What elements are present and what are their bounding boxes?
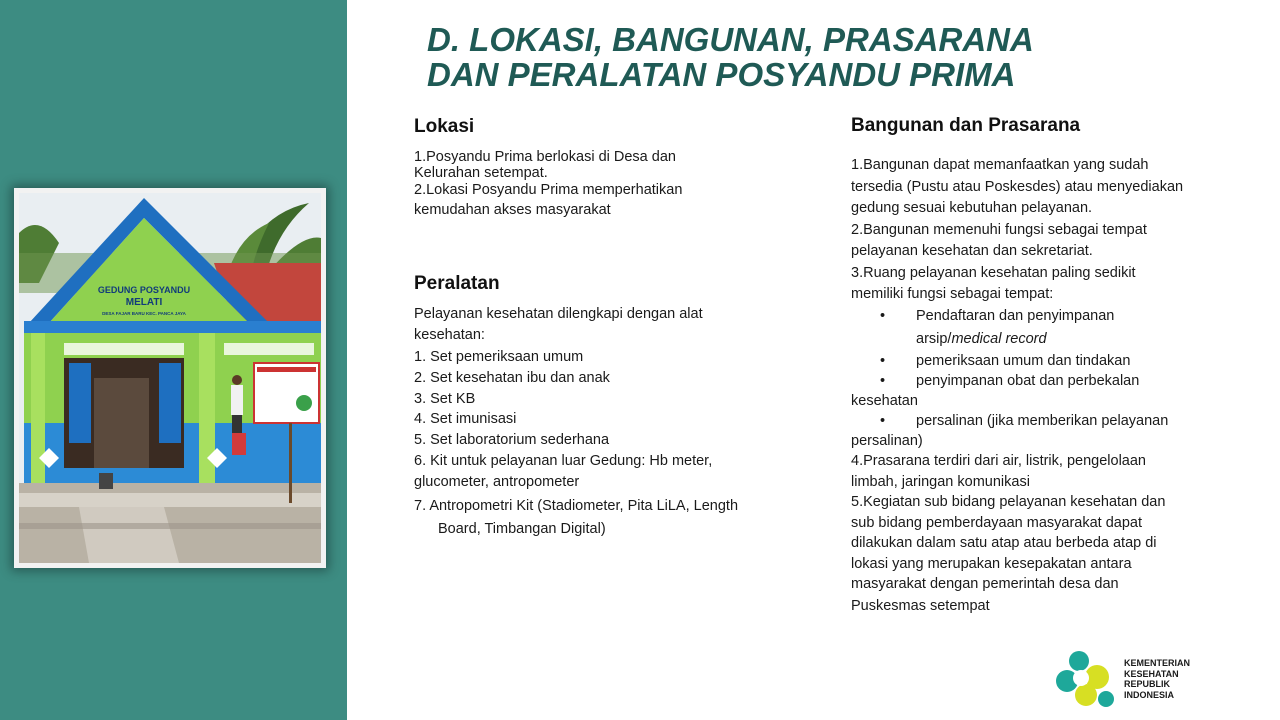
bangunan-bullet-4 [851,411,1183,431]
page-title-line2: DAN PERALATAN POSYANDU PRIMA [427,56,1016,93]
peralatan-list [414,347,738,541]
lokasi-line-4: kemudahan akses masyarakat [414,202,611,218]
lokasi-line-1: 1.Posyandu Prima berlokasi di Desa dan [414,149,676,165]
posyandu-photo [14,188,326,568]
peralatan-intro-line1: Pelayanan kesehatan dilengkapi dengan alat [414,306,703,322]
peralatan-item-1: 1. Set pemeriksaan umum [414,349,584,365]
bangunan-bullet-4-text: persalinan (jika memberikan pelayanan [916,413,1169,429]
bangunan-line-12: dilakukan dalam satu atap atau berbeda atap di [851,535,1157,551]
peralatan-heading: Peralatan [414,273,500,294]
bullet-dot: • [880,373,886,389]
bullet-dot: • [880,353,886,369]
lokasi-heading: Lokasi [414,116,475,137]
bangunan-line-11: sub bidang pemberdayaan masyarakat dapat [851,514,1142,531]
bangunan-bullet-1-arsip: arsip/ [916,331,952,347]
bangunan-bullet-1-medical-record: medical record [951,331,1047,347]
bangunan-bullet-3-cont: kesehatan [851,393,918,409]
bangunan-line-3: gedung sesuai kebutuhan pelayanan. [851,200,1093,216]
bangunan-line-14: masyarakat dengan pemerintah desa dan [851,576,1119,592]
peralatan-item-7: 7. Antropometri Kit (Stadiometer, Pita LiLA, Length [414,497,739,514]
page-title [427,22,1034,92]
bangunan-bullet-2-text: pemeriksaan umum dan tindakan [916,353,1131,369]
peralatan-item-5: 5. Set laboratorium sederhana [414,432,610,449]
bangunan-bullet-4-cont: persalinan) [851,433,923,449]
bangunan-line-10: 5.Kegiatan sub bidang pelayanan kesehatan dan [851,494,1166,510]
peralatan-item-6-cont: glucometer, antropometer [414,473,580,490]
bangunan-line-5: pelayanan kesehatan dan sekretariat. [851,243,1093,259]
bangunan-bullet-3-text: penyimpanan obat dan perbekalan [916,373,1140,389]
peralatan-intro [414,304,703,346]
bangunan-bullet-1 [851,306,1183,328]
bangunan-heading: Bangunan dan Prasarana [851,115,1081,136]
bullet-dot: • [880,413,886,429]
bangunan-line-1: 1.Bangunan dapat memanfaatkan yang sudah [851,157,1149,173]
bangunan-line-15: Puskesmas setempat [851,597,990,614]
peralatan-item-4: 4. Set imunisasi [414,411,517,428]
building-sign-line2: MELATI [125,297,163,308]
bangunan-bullet-1-text: Pendaftaran dan penyimpanan [916,307,1115,324]
peralatan-item-2: 2. Set kesehatan ibu dan anak [414,369,610,386]
bangunan-line-9: limbah, jaringan komunikasi [851,473,1030,490]
bangunan-line-6: 3.Ruang pelayanan kesehatan paling sedikit [851,264,1136,281]
logo-text-line3: REPUBLIK [1124,679,1171,689]
bangunan-line-7: memiliki fungsi sebagai tempat: [851,286,1054,302]
building-sign-line1: GEDUNG POSYANDU [97,285,191,295]
peralatan-item-7-cont: Board, Timbangan Digital) [438,520,606,537]
bangunan-line-2: tersedia (Pustu atau Poskesdes) atau menyediakan [851,178,1184,195]
peralatan-item-3: 3. Set KB [414,390,476,407]
logo-mark [1056,651,1114,707]
bangunan-line-13: lokasi yang merupakan kesepakatan antara [851,555,1132,572]
lokasi-line-2: Kelurahan setempat. [414,165,548,181]
bangunan-bullet-2 [851,351,1183,371]
roof-beam [24,321,321,333]
bangunan-line-8: 4.Prasarana terdiri dari air, listrik, pengelolaan [851,453,1146,469]
logo-text-line2: KESEHATAN [1124,668,1179,679]
logo-text-line4: INDONESIA [1124,689,1175,700]
building-sign-line3: DESA FAJAR BARU KEC. PANCA JAYA [102,311,186,316]
lokasi-text [414,149,682,218]
bangunan-text [851,155,1183,618]
logo-text-line1: KEMENTERIAN [1124,658,1191,668]
bangunan-line-4: 2.Bangunan memenuhi fungsi sebagai tempat [851,221,1147,238]
lokasi-line-3: 2.Lokasi Posyandu Prima memperhatikan [414,182,683,198]
peralatan-item-6: 6. Kit untuk pelayanan luar Gedung: Hb meter, [414,452,713,469]
page-title-line1: D. LOKASI, BANGUNAN, PRASARANA [427,21,1034,58]
bangunan-bullet-1-cont [851,327,1183,351]
posyandu-building-image [19,193,321,563]
kemenkes-logo-text [1124,658,1190,700]
bullet-dot: • [880,307,886,324]
peralatan-intro-line2: kesehatan: [414,327,485,343]
bangunan-bullet-3 [851,371,1183,391]
